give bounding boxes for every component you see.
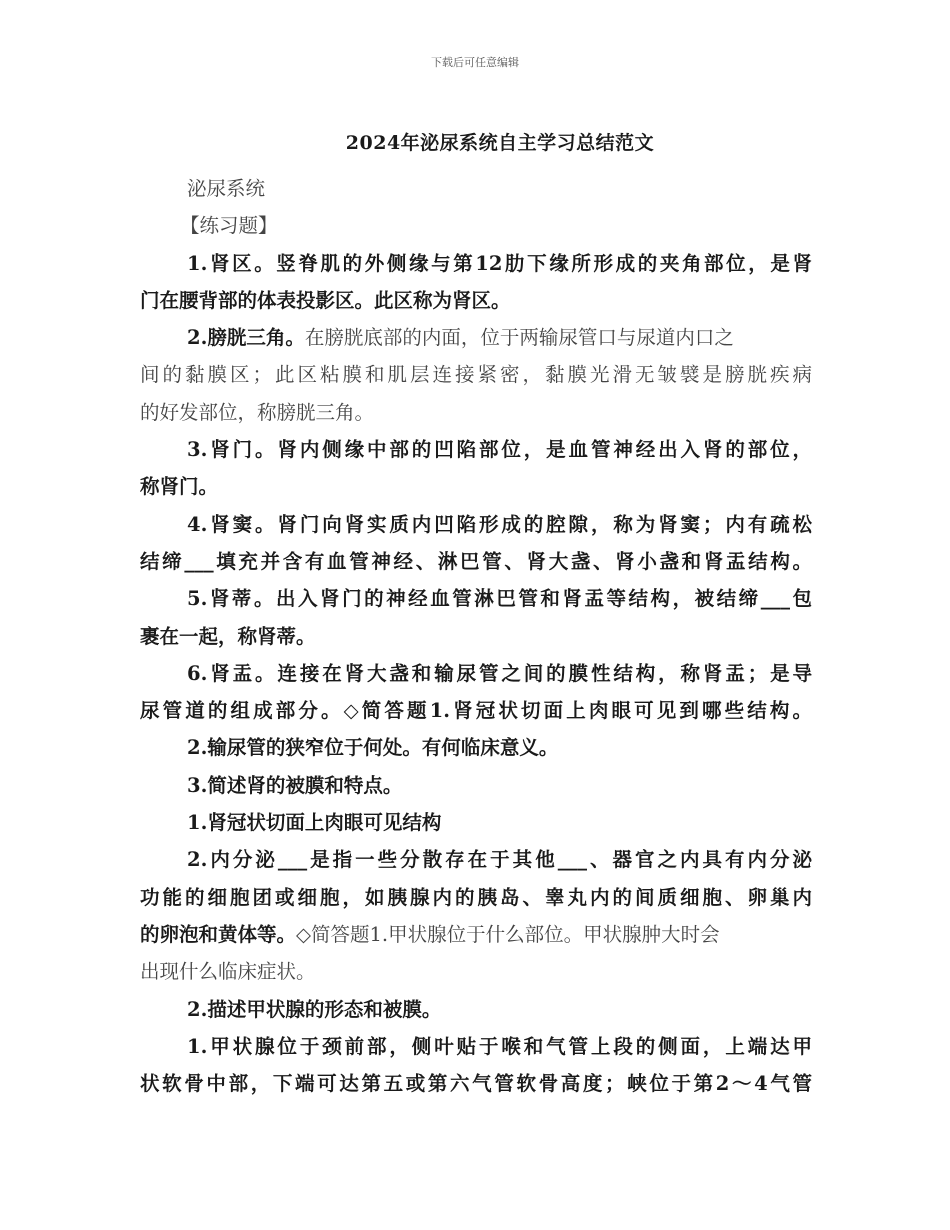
- text-run: 2.描述甲状腺的形态和被膜。: [187, 997, 442, 1021]
- text-run: 2.输尿管的狭窄位于何处。有何临床意义。: [187, 736, 559, 760]
- text-run: 4.肾窦。肾门向肾实质内凹陷形成的腔隙，称为肾窦；内有疏松: [187, 512, 812, 536]
- text-run: 状软骨中部，下端可达第五或第六气管软骨高度；峡位于第2～4气管: [140, 1072, 812, 1096]
- text-line: [140, 1028, 812, 1065]
- text-run: ◇简答题1.甲状腺位于什么部位。甲状腺肿大时会: [296, 922, 720, 946]
- text-line: [140, 879, 812, 916]
- text-line: [140, 282, 812, 319]
- text-line: [140, 767, 812, 804]
- text-run: 5.肾蒂。出入肾门的神经血管淋巴管和肾盂等结构，被结缔___包: [187, 587, 812, 611]
- text-line: [140, 692, 812, 729]
- text-run: 出现什么临床症状。: [140, 960, 316, 984]
- text-line: [140, 804, 812, 841]
- text-run: 尿管道的组成部分。◇简答题1.肾冠状切面上肉眼可见到哪些结构。: [140, 699, 812, 723]
- text-run: 2.膀胱三角。: [187, 326, 305, 350]
- text-line: [140, 356, 812, 393]
- text-line: [140, 991, 812, 1028]
- text-run: 的好发部位，称膀胱三角。: [140, 400, 375, 424]
- text-line: [140, 916, 812, 953]
- text-run: 泌尿系统: [187, 177, 266, 200]
- text-run: 结缔___填充并含有血管神经、淋巴管、肾大盏、肾小盏和肾盂结构。: [140, 549, 812, 573]
- text-line: [140, 431, 812, 468]
- text-run: 【练习题】: [180, 214, 278, 238]
- text-run: 6.肾盂。连接在肾大盏和输尿管之间的膜性结构，称肾盂；是导: [187, 661, 812, 685]
- text-line: [140, 207, 812, 244]
- text-run: 间的黏膜区；此区粘膜和肌层连接紧密，黏膜光滑无皱襞是膀胱疾病: [140, 363, 812, 387]
- text-line: [140, 841, 812, 878]
- text-line: [140, 245, 812, 282]
- text-run: 称肾门。: [140, 475, 219, 499]
- text-line: [140, 319, 812, 356]
- text-line: [140, 953, 812, 990]
- page-header: 下载后可任意编辑: [431, 56, 519, 69]
- text-run: 2.内分泌___是指一些分散存在于其他___、器官之内具有内分泌: [187, 848, 812, 872]
- text-run: 的卵泡和黄体等。: [140, 922, 297, 946]
- text-line: [140, 729, 812, 766]
- text-line: [140, 468, 812, 505]
- text-run: 3.简述肾的被膜和特点。: [187, 773, 403, 797]
- text-line: [140, 543, 812, 580]
- text-line: [140, 506, 812, 543]
- text-line: [140, 580, 812, 617]
- text-run: 1.肾冠状切面上肉眼可见结构: [187, 811, 442, 835]
- text-line: [140, 655, 812, 692]
- text-run: 1.甲状腺位于颈前部，侧叶贴于喉和气管上段的侧面，上端达甲: [187, 1034, 812, 1058]
- text-run: 门在腰背部的体表投影区。此区称为肾区。: [140, 288, 511, 312]
- text-line: [140, 618, 812, 655]
- text-run: 在膀胱底部的内面，位于两输尿管口与尿道内口之: [304, 326, 734, 350]
- text-run: 功能的细胞团或细胞，如胰腺内的胰岛、睾丸内的间质细胞、卵巢内: [140, 885, 812, 909]
- text-line: [140, 170, 812, 207]
- text-line: [140, 1065, 812, 1102]
- document-body: [140, 170, 812, 1102]
- text-run: 裹在一起，称肾蒂。: [140, 624, 316, 648]
- document-title: 2024年泌尿系统自主学习总结范文: [345, 132, 655, 154]
- text-line: [140, 394, 812, 431]
- text-run: 3.肾门。肾内侧缘中部的凹陷部位，是血管神经出入肾的部位，: [187, 438, 812, 462]
- text-run: 1.肾区。竖脊肌的外侧缘与第12肋下缘所形成的夹角部位，是肾: [187, 251, 812, 275]
